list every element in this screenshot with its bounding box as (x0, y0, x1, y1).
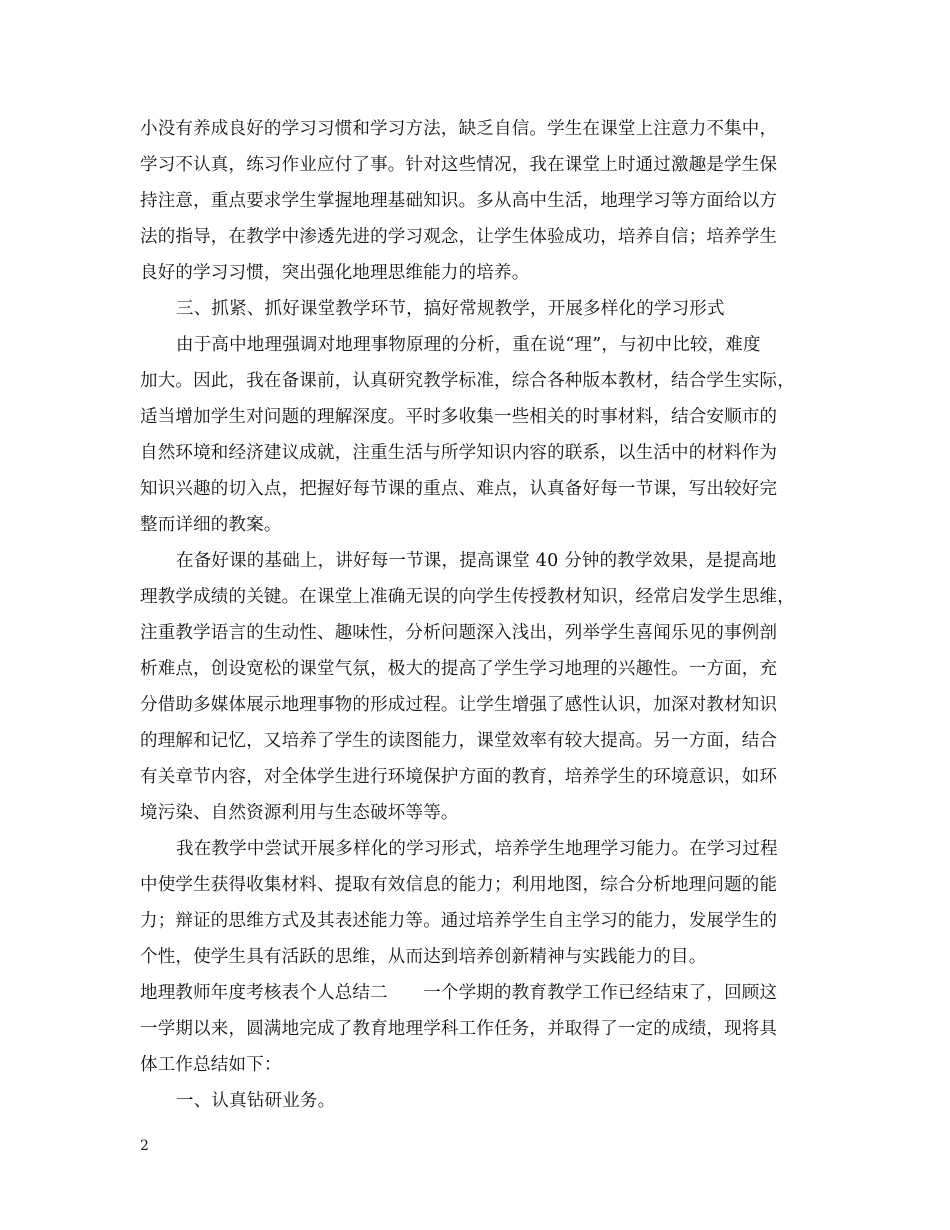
section-title-line: 地理教师年度考核表个人总结二 一个学期的教育教学工作已经结束了，回顾这 (140, 983, 778, 1003)
text-line: 法的指导，在教学中渗透先进的学习观念，让学生体验成功，培养自信；培养学生 (140, 227, 778, 247)
text-line: 中使学生获得收集材料、提取有效信息的能力；利用地图，综合分析地理问题的能 (140, 875, 778, 895)
text-line: 一学期以来，圆满地完成了教育地理学科工作任务，并取得了一定的成绩，现将具 (140, 1019, 778, 1039)
text-line: 良好的学习习惯，突出强化地理思维能力的培养。 (140, 263, 530, 283)
text-line: 整而详细的教案。 (140, 515, 282, 535)
text-line: 分借助多媒体展示地理事物的形成过程。让学生增强了感性认识，加深对教材知识 (140, 695, 778, 715)
section-heading: 一、认真钻研业务。 (176, 1091, 336, 1111)
page-number: 2 (140, 1138, 149, 1154)
section-heading: 三、抓紧、抓好课堂教学环节，搞好常规教学，开展多样化的学习形式 (176, 299, 725, 319)
text-line: 学习不认真，练习作业应付了事。针对这些情况，我在课堂上时通过激趣是学生保 (140, 155, 778, 175)
text-line: 知识兴趣的切入点，把握好每节课的重点、难点，认真备好每一节课，写出较好完 (140, 479, 778, 499)
text-line: 适当增加学生对问题的理解深度。平时多收集一些相关的时事材料，结合安顺市的 (140, 407, 778, 427)
text-line: 的理解和记忆，又培养了学生的读图能力，课堂效率有较大提高。另一方面，结合 (140, 731, 778, 751)
text-line: 在备好课的基础上，讲好每一节课，提高课堂 40 分钟的教学效果，是提高地 (176, 551, 777, 571)
text-line: 个性，使学生具有活跃的思维，从而达到培养创新精神与实践能力的目。 (140, 947, 707, 967)
text-line: 加大。因此，我在备课前，认真研究教学标准，综合各种版本教材，结合学生实际， (140, 371, 795, 391)
text-line: 力；辩证的思维方式及其表述能力等。通过培养学生自主学习的能力，发展学生的 (140, 911, 778, 931)
text-line: 由于高中地理强调对地理事物原理的分析，重在说“理”，与初中比较，难度 (176, 335, 761, 355)
text-line: 理教学成绩的关键。在课堂上准确无误的向学生传授教材知识，经常启发学生思维， (140, 587, 795, 607)
text-line: 析难点，创设宽松的课堂气氛，极大的提高了学生学习地理的兴趣性。一方面，充 (140, 659, 778, 679)
text-line: 自然环境和经济建议成就，注重生活与所学知识内容的联系，以生活中的材料作为 (140, 443, 778, 463)
text-line: 注重教学语言的生动性、趣味性，分析问题深入浅出，列举学生喜闻乐见的事例剖 (140, 623, 778, 643)
text-line: 小没有养成良好的学习习惯和学习方法，缺乏自信。学生在课堂上注意力不集中， (140, 119, 778, 139)
text-line: 有关章节内容，对全体学生进行环境保护方面的教育，培养学生的环境意识，如环 (140, 767, 778, 787)
text-line: 我在教学中尝试开展多样化的学习形式，培养学生地理学习能力。在学习过程 (176, 839, 778, 859)
text-line: 境污染、自然资源利用与生态破坏等等。 (140, 803, 459, 823)
text-line: 持注意，重点要求学生掌握地理基础知识。多从高中生活，地理学习等方面给以方 (140, 191, 778, 211)
text-line: 体工作总结如下： (140, 1055, 282, 1075)
